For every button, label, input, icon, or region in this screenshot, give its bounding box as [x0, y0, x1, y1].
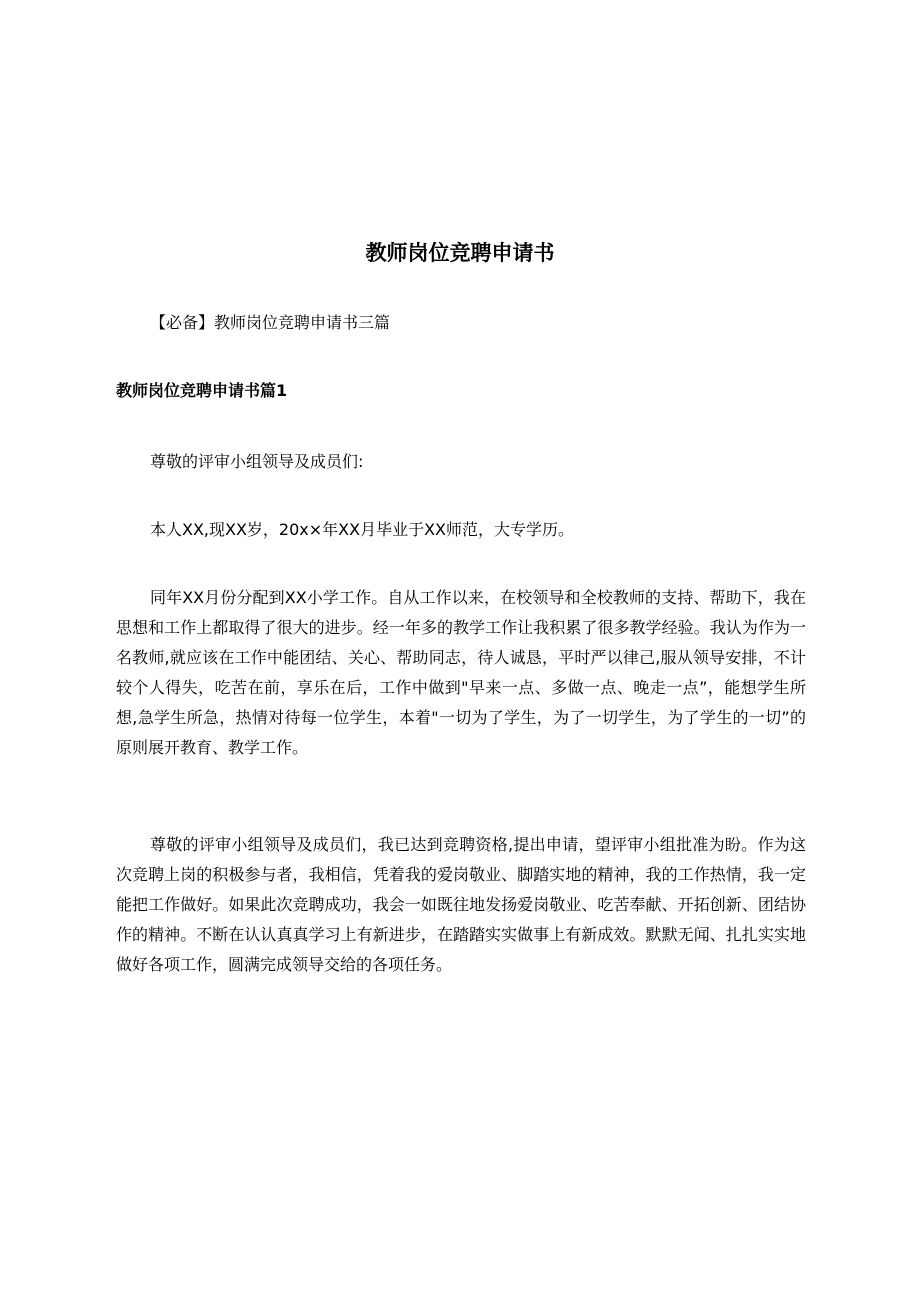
salutation: 尊敬的评审小组领导及成员们:: [150, 452, 364, 471]
paragraph-application: 尊敬的评审小组领导及成员们，我已达到竞聘资格,提出申请，望评审小组批准为盼。作为这次竞聘上岗的积极参与者，我相信，凭着我的爱岗敬业、脚踏实地的精神，我的工作热情，我一定能把工作做好。如果此次竞聘成功，我会一如既往地发扬爱岗敬业、吃苦奉献、开拓创新、团结协作的精神。不断在认认真真学习上有新进步，在踏踏实实做事上有新成效。默默无闻、扎扎实实地做好各项工作，圆满完成领导交给的各项任务。: [116, 835, 806, 974]
paragraph-intro: 本人XX,现XX岁，20x×年XX月毕业于XX师范，大专学历。: [150, 520, 575, 539]
section-heading: 教师岗位竞聘申请书篇1: [116, 381, 288, 400]
paragraph-work-experience: 同年XX月份分配到XX小学工作。自从工作以来，在校领导和全校教师的支持、帮助下，我在思想和工作上都取得了很大的进步。经一年多的教学工作让我积累了很多教学经验。我认为作为一名教师,就应该在工作中能团结、关心、帮助同志，待人诚恳，平时严以律己,服从领导安排，不计较个人得失，吃苦在前，享乐在后，工作中做到"早来一点、多做一点、晚走一点”，能想学生所想,急学生所急，热情对待每一位学生，本着"一切为了学生，为了一切学生，为了学生的一切”的原则展开教育、教学工作。: [116, 588, 806, 757]
document-subtitle: 【必备】教师岗位竞聘申请书三篇: [150, 313, 391, 332]
document-title: 教师岗位竞聘申请书: [365, 241, 555, 265]
